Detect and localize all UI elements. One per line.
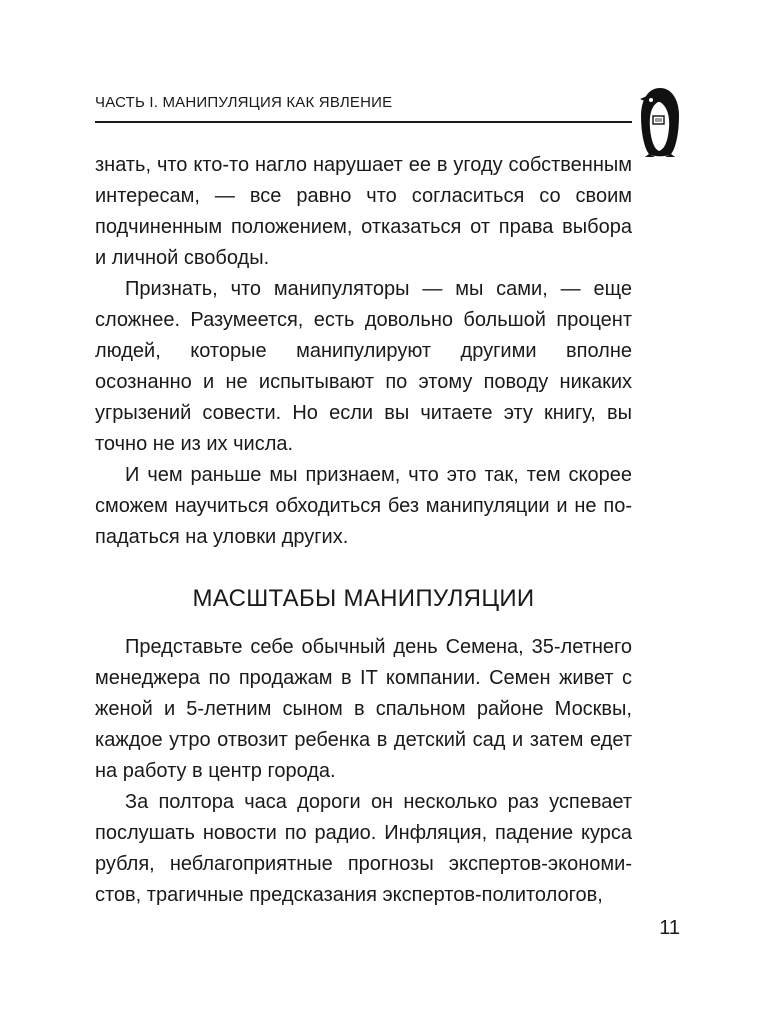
page-number: 11: [659, 917, 680, 939]
paragraph: знать, что кто-то нагло нарушает ее в угоду собственным интересам, — все равно что согласиться со своим подчиненным положением, отказаться от права выбора и личной свободы.: [95, 154, 632, 269]
body-text: [95, 150, 632, 911]
header-rule: [95, 121, 632, 123]
paragraph: За полтора часа дороги он несколько раз успевает послушать новости по радио. Инфляция, падение курса рубля, неблагоприятные прогнозы экспертов-экономистов, трагичные предсказания экспертов-политологов,: [95, 791, 632, 906]
paragraph: Представьте себе обычный день Семена, 35-летнего менеджера по продажам в IT компании. Семен живет с женой и 5-летним сыном в спальном районе Москвы, каждое утро отвозит ребенка в детский сад и затем едет на работу в центр города.: [95, 636, 632, 782]
paragraph: И чем раньше мы признаем, что это так, тем скорее сможем научиться обходиться без манипуляции и не попадаться на уловки других.: [95, 464, 632, 548]
paragraph: Признать, что манипуляторы — мы сами, — еще сложнее. Разумеется, есть довольно большой процент людей, которые манипулируют другими вполне осознанно и не испытывают по этому поводу никаких угрызений совести. Но если вы читаете эту книгу, вы точно не из их числа.: [95, 278, 632, 455]
running-head: ЧАСТЬ I. МАНИПУЛЯЦИЯ КАК ЯВЛЕНИЕ: [95, 94, 393, 111]
section-title: МАСШТАБЫ МАНИПУЛЯЦИИ: [192, 585, 535, 612]
penguin-logo-icon: [637, 86, 683, 158]
